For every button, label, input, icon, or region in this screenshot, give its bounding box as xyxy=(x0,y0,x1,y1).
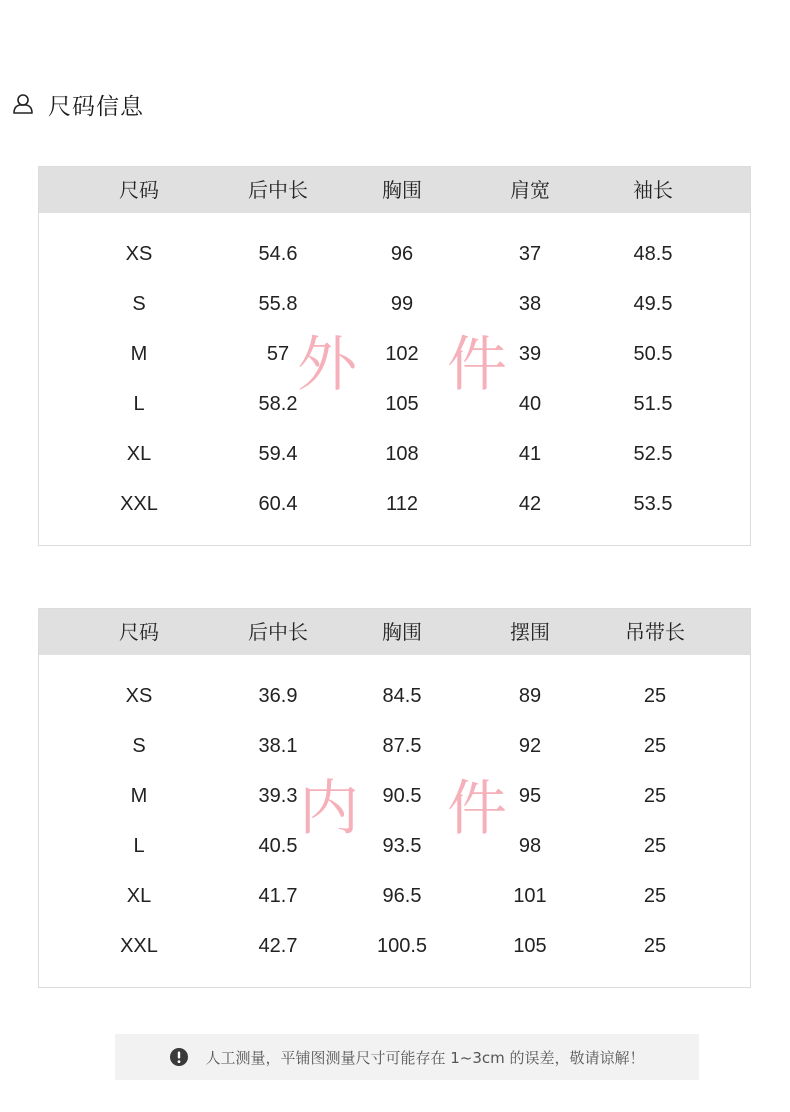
table-row xyxy=(39,379,750,429)
section-title-text: 尺码信息 xyxy=(48,93,144,120)
cell-value: 54.6 xyxy=(258,243,298,265)
watermark-inner-1: 内 xyxy=(299,774,359,844)
cell-value: 98 xyxy=(518,835,542,857)
outer-size-table xyxy=(38,166,751,546)
header-chest: 胸围 xyxy=(382,620,422,644)
watermark-outer-2: 件 xyxy=(447,330,507,400)
cell-value: 102 xyxy=(385,343,419,365)
cell-value: 87.5 xyxy=(382,735,422,757)
table-row xyxy=(39,671,750,721)
cell-size: M xyxy=(130,785,148,807)
person-icon xyxy=(12,93,34,115)
cell-value: 37 xyxy=(518,243,542,265)
cell-size: XXL xyxy=(120,935,158,957)
cell-value: 93.5 xyxy=(382,835,422,857)
table-row xyxy=(39,821,750,871)
header-sleeve: 袖长 xyxy=(633,178,673,202)
cell-size: L xyxy=(133,835,145,857)
inner-table-header xyxy=(39,609,750,655)
cell-value: 59.4 xyxy=(258,443,298,465)
table-row xyxy=(39,479,750,529)
cell-value: 50.5 xyxy=(633,343,673,365)
cell-value: 96.5 xyxy=(382,885,422,907)
cell-value: 55.8 xyxy=(258,293,298,315)
cell-size: XS xyxy=(125,685,153,707)
cell-value: 58.2 xyxy=(258,393,298,415)
cell-size: S xyxy=(132,293,146,315)
section-title xyxy=(12,86,144,122)
cell-value: 40 xyxy=(518,393,542,415)
cell-value: 51.5 xyxy=(633,393,673,415)
cell-value: 36.9 xyxy=(258,685,298,707)
table-row xyxy=(39,721,750,771)
cell-value: 108 xyxy=(385,443,419,465)
table-row xyxy=(39,429,750,479)
cell-value: 25 xyxy=(643,935,667,957)
outer-table-header xyxy=(39,167,750,213)
measurement-note-text: 人工测量，平铺图测量尺寸可能存在 1~3cm 的误差，敬请谅解！ xyxy=(205,1048,645,1067)
cell-value: 25 xyxy=(643,735,667,757)
table-row xyxy=(39,329,750,379)
table-row xyxy=(39,279,750,329)
cell-value: 96 xyxy=(390,243,414,265)
cell-value: 25 xyxy=(643,685,667,707)
cell-value: 101 xyxy=(513,885,547,907)
cell-value: 92 xyxy=(518,735,542,757)
cell-value: 39 xyxy=(518,343,542,365)
header-back-length: 后中长 xyxy=(248,178,308,202)
cell-value: 90.5 xyxy=(382,785,422,807)
table-row xyxy=(39,229,750,279)
inner-table-body xyxy=(39,655,750,988)
header-size: 尺码 xyxy=(119,620,159,644)
cell-value: 105 xyxy=(513,935,547,957)
table-row xyxy=(39,871,750,921)
cell-size: XS xyxy=(125,243,153,265)
cell-value: 57 xyxy=(266,343,290,365)
cell-value: 89 xyxy=(518,685,542,707)
cell-value: 49.5 xyxy=(633,293,673,315)
cell-size: S xyxy=(132,735,146,757)
cell-size: XL xyxy=(126,885,152,907)
cell-value: 38.1 xyxy=(258,735,298,757)
header-back-length: 后中长 xyxy=(248,620,308,644)
cell-value: 38 xyxy=(518,293,542,315)
watermark-inner-2: 件 xyxy=(447,774,507,844)
cell-value: 25 xyxy=(643,835,667,857)
header-chest: 胸围 xyxy=(382,178,422,202)
table-row xyxy=(39,921,750,971)
cell-size: M xyxy=(130,343,148,365)
header-shoulder: 肩宽 xyxy=(510,178,550,202)
cell-value: 48.5 xyxy=(633,243,673,265)
exclamation-circle-icon xyxy=(169,1047,189,1067)
cell-size: XL xyxy=(126,443,152,465)
cell-size: L xyxy=(133,393,145,415)
watermark-outer-1: 外 xyxy=(297,330,357,400)
cell-value: 60.4 xyxy=(258,493,298,515)
cell-value: 25 xyxy=(643,885,667,907)
header-size: 尺码 xyxy=(119,178,159,202)
cell-value: 105 xyxy=(385,393,419,415)
cell-value: 100.5 xyxy=(376,935,428,957)
cell-value: 112 xyxy=(386,493,418,515)
cell-value: 25 xyxy=(643,785,667,807)
cell-value: 99 xyxy=(390,293,414,315)
cell-size: XXL xyxy=(120,493,158,515)
cell-value: 95 xyxy=(518,785,542,807)
header-strap-length: 吊带长 xyxy=(625,620,685,644)
cell-value: 53.5 xyxy=(633,493,673,515)
cell-value: 40.5 xyxy=(258,835,298,857)
header-hem: 摆围 xyxy=(510,620,550,644)
table-row xyxy=(39,771,750,821)
cell-value: 84.5 xyxy=(382,685,422,707)
cell-value: 42.7 xyxy=(258,935,298,957)
measurement-note xyxy=(115,1034,699,1080)
inner-size-table xyxy=(38,608,751,988)
outer-table-body xyxy=(39,213,750,546)
cell-value: 42 xyxy=(518,493,542,515)
cell-value: 41.7 xyxy=(258,885,298,907)
cell-value: 52.5 xyxy=(633,443,673,465)
cell-value: 41 xyxy=(518,443,542,465)
cell-value: 39.3 xyxy=(258,785,298,807)
